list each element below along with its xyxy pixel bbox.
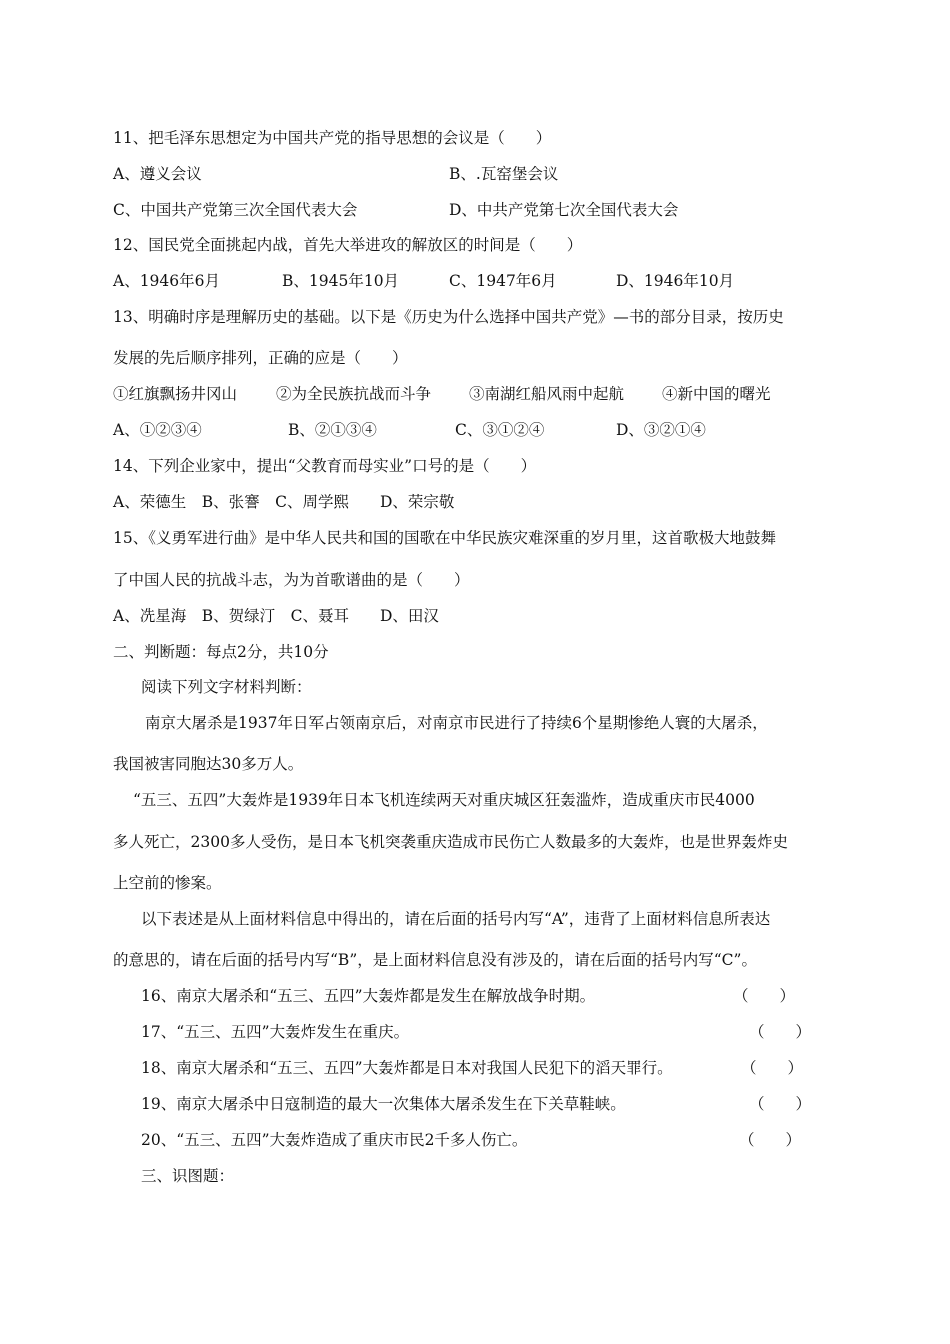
instruction-line2: 的意思的，请在后面的括号内写“B”，是上面材料信息没有涉及的，请在后面的括号内写“C”。 — [113, 951, 757, 969]
q12-option-b: B、1945年10月 — [282, 272, 400, 290]
q13-option-b: B、②①③④ — [288, 421, 377, 439]
q13-stem-line1: 13、明确时序是理解历史的基础。以下是《历史为什么选择中国共产党》—书的部分目录，按历史 — [113, 308, 784, 326]
material1-line2: 我国被害同胞达30多万人。 — [113, 755, 304, 773]
section2-intro: 阅读下列文字材料判断： — [141, 678, 312, 696]
q13-item-1: ①红旗飘扬井冈山 — [113, 385, 238, 403]
q15-stem-line2: 了中国人民的抗战斗志，为为首歌谱曲的是（ ） — [113, 571, 470, 589]
q13-option-c: C、③①②④ — [455, 421, 545, 439]
q14-options: A、荣德生 B、张謇 C、周学熙 D、荣宗敬 — [113, 493, 455, 511]
q13-item-2: ②为全民族抗战而斗争 — [276, 385, 432, 403]
judgment-answer-18: （ ） — [741, 1059, 804, 1077]
judgment-item-16: 16、南京大屠杀和“五三、五四”大轰炸都是发生在解放战争时期。 — [141, 987, 596, 1005]
q11-option-b: B、.瓦窑堡会议 — [449, 165, 559, 183]
judgment-item-18: 18、南京大屠杀和“五三、五四”大轰炸都是日本对我国人民犯下的滔天罪行。 — [141, 1059, 673, 1077]
judgment-answer-20: （ ） — [739, 1131, 802, 1149]
judgment-item-17: 17、“五三、五四”大轰炸发生在重庆。 — [141, 1023, 410, 1041]
section3-heading: 三、识图题： — [141, 1167, 235, 1185]
judgment-answer-19: （ ） — [749, 1095, 812, 1113]
q15-options: A、冼星海 B、贺绿汀 C、聂耳 D、田汉 — [113, 607, 439, 625]
material2-line1: “五三、五四”大轰炸是1939年日本飞机连续两天对重庆城区狂轰滥炸，造成重庆市民4000 — [133, 791, 755, 809]
section2-heading: 二、判断题：每点2分，共10分 — [113, 643, 329, 661]
q12-option-c: C、1947年6月 — [449, 272, 557, 290]
q13-item-4: ④新中国的曙光 — [662, 385, 771, 403]
q11-option-d: D、中共产党第七次全国代表大会 — [449, 201, 679, 219]
q12-option-d: D、1946年10月 — [616, 272, 735, 290]
q11-option-c: C、中国共产党第三次全国代表大会 — [113, 201, 358, 219]
q13-stem-line2: 发展的先后顺序排列，正确的应是（ ） — [113, 349, 408, 367]
judgment-item-20: 20、“五三、五四”大轰炸造成了重庆市民2千多人伤亡。 — [141, 1131, 528, 1149]
material2-line2: 多人死亡，2300多人受伤，是日本飞机突袭重庆造成市民伤亡人数最多的大轰炸，也是世界轰炸史 — [113, 833, 788, 851]
q12-stem: 12、国民党全面挑起内战，首先大举进攻的解放区的时间是（ ） — [113, 236, 583, 254]
q15-stem-line1: 15、《义勇军进行曲》是中华人民共和国的国歌在中华民族灾难深重的岁月里，这首歌极大地鼓舞 — [113, 529, 776, 547]
q11-option-a: A、遵义会议 — [113, 165, 202, 183]
instruction-line1: 以下表述是从上面材料信息中得出的，请在后面的括号内写“A”，违背了上面材料信息所表达 — [141, 910, 771, 928]
material1-line1: 南京大屠杀是1937年日军占领南京后，对南京市民进行了持续6个星期惨绝人寰的大屠杀， — [145, 714, 768, 732]
judgment-item-19: 19、南京大屠杀中日寇制造的最大一次集体大屠杀发生在下关草鞋峡。 — [141, 1095, 626, 1113]
judgment-answer-16: （ ） — [733, 987, 796, 1005]
q13-item-3: ③南湖红船风雨中起航 — [469, 385, 625, 403]
material2-line3: 上空前的惨案。 — [113, 874, 222, 892]
judgment-answer-17: （ ） — [749, 1023, 812, 1041]
q13-option-d: D、③②①④ — [616, 421, 706, 439]
q14-stem: 14、下列企业家中，提出“父教育而母实业”口号的是（ ） — [113, 457, 537, 475]
q11-stem: 11、把毛泽东思想定为中国共产党的指导思想的会议是（ ） — [113, 129, 552, 147]
q12-option-a: A、1946年6月 — [113, 272, 221, 290]
q13-option-a: A、①②③④ — [113, 421, 202, 439]
